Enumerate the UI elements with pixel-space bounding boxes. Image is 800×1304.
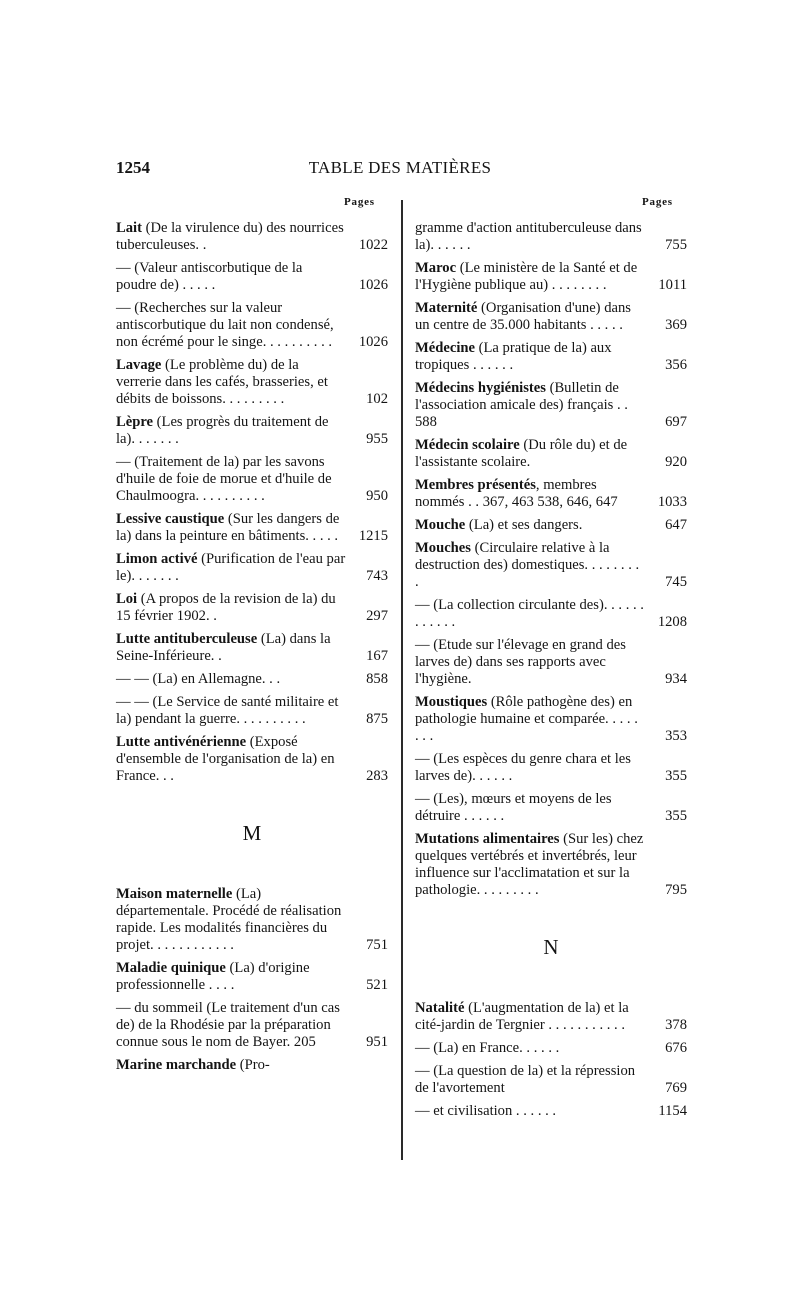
index-entry [116, 671, 388, 688]
entry-page-number: 647 [665, 517, 687, 533]
index-entry [415, 220, 687, 254]
entry-page-number: 920 [665, 454, 687, 470]
entry-text [415, 1000, 645, 1034]
entry-headword: Lait [116, 220, 142, 236]
entry-text [415, 1063, 645, 1097]
entry-text [116, 694, 346, 728]
entry-description: — (La question de la) et la répression de l'avortement [415, 1063, 636, 1096]
entry-description: — (Recherches sur la valeur antiscorbutique du lait non condensé, non écrémé pour le singe. . . . . . . . . . [116, 300, 334, 350]
entry-description: gramme d'action antituberculeuse dans la). . . . . . [415, 220, 642, 253]
index-entry [415, 597, 687, 631]
entry-description: (La) dans la Seine-Inférieure. . [116, 631, 331, 664]
entry-text [116, 1000, 346, 1051]
index-entry [415, 380, 687, 431]
entry-text [415, 694, 645, 745]
entry-description: (Rôle pathogène des) en pathologie humaine et comparée. . . . . . . . [415, 694, 638, 744]
entry-description: (Le ministère de la Santé et de l'Hygiène publique au) . . . . . . . . [415, 260, 638, 293]
entry-page-number: 755 [665, 237, 687, 253]
entry-headword: Lavage [116, 357, 162, 373]
entry-text [116, 631, 346, 665]
section-letter-n: N [543, 935, 559, 959]
entry-text [415, 791, 645, 825]
entries-l-section [116, 220, 388, 785]
index-entry [415, 1040, 687, 1057]
entry-description: (Organisation d'une) dans un centre de 35.000 habitants . . . . . [415, 300, 631, 333]
entry-text [415, 517, 645, 534]
entry-text [415, 477, 645, 511]
entry-text [415, 260, 645, 294]
entry-headword: Médecins hygiénistes [415, 380, 546, 396]
entry-headword: Mouches [415, 540, 471, 556]
index-entry [415, 637, 687, 688]
entry-headword: Membres présentés [415, 477, 536, 493]
entry-page-number: 1011 [658, 277, 687, 293]
entry-description: — (Valeur antiscorbutique de la poudre de) . . . . . [116, 260, 303, 293]
entry-text [415, 380, 645, 431]
entry-headword: Natalité [415, 1000, 465, 1016]
entry-page-number: 1026 [358, 334, 388, 350]
entry-headword: Mouche [415, 517, 466, 533]
entry-text [116, 357, 346, 408]
entry-page-number: 950 [366, 488, 388, 504]
column-divider [401, 200, 403, 1160]
entry-description: — — (Le Service de santé militaire et la) pendant la guerre. . . . . . . . . . [116, 694, 339, 727]
entry-text [116, 886, 346, 954]
entry-description: (De la virulence du) des nourrices tuberculeuses. . [116, 220, 344, 253]
entry-description: (L'augmentation de la) et la cité-jardin de Tergnier . . . . . . . . . . . [415, 1000, 629, 1033]
entry-page-number: 167 [366, 648, 388, 664]
entry-description: (La) départementale. Procédé de réalisation rapide. Les modalités financières du projet. . . . . . . . . . . . [116, 886, 342, 953]
entry-description: (La pratique de la) aux tropiques . . . . . . [415, 340, 612, 373]
index-entry [116, 414, 388, 448]
index-entry [415, 751, 687, 785]
entry-headword: Moustiques [415, 694, 488, 710]
index-entry [415, 831, 687, 899]
entry-description: , membres nommés . . 367, 463 538, 646, 647 [415, 477, 618, 510]
entry-headword: Maison maternelle [116, 886, 233, 902]
index-entry [116, 511, 388, 545]
page-number: 1254 [116, 158, 150, 177]
entries-m-section [116, 886, 388, 1074]
entry-page-number: 355 [665, 768, 687, 784]
index-entry [415, 477, 687, 511]
entry-description: — du sommeil (Le traitement d'un cas de) de la Rhodésie par la préparation connue sous le nom de Bayer. 205 [116, 1000, 340, 1050]
index-entry [415, 791, 687, 825]
index-entry [116, 454, 388, 505]
entry-description: (Circulaire relative à la destruction des) domestiques. . . . . . . . . [415, 540, 640, 590]
entry-page-number: 951 [366, 1034, 388, 1050]
entry-page-number: 955 [366, 431, 388, 447]
entry-page-number: 743 [366, 568, 388, 584]
index-entry [116, 960, 388, 994]
entry-headword: Limon activé [116, 551, 198, 567]
entry-text [116, 414, 346, 448]
entry-headword: Maroc [415, 260, 457, 276]
index-entry [116, 551, 388, 585]
entry-text [116, 300, 346, 351]
entry-page-number: 751 [366, 937, 388, 953]
entry-text [116, 220, 346, 254]
section-letter-m: M [242, 821, 262, 845]
index-entry [415, 1063, 687, 1097]
entry-page-number: 745 [665, 574, 687, 590]
entry-text [415, 597, 645, 631]
index-entry [415, 517, 687, 534]
index-entry [415, 1103, 687, 1120]
entry-headword: Maternité [415, 300, 478, 316]
entry-description: (A propos de la revision de la) du 15 février 1902. . [116, 591, 336, 624]
index-entry [415, 1000, 687, 1034]
entry-headword: Maladie quinique [116, 960, 226, 976]
pages-label-left: Pages [344, 196, 375, 208]
entry-text [415, 340, 645, 374]
index-entry [116, 631, 388, 665]
entry-page-number: 676 [665, 1040, 687, 1056]
entry-text [415, 437, 645, 471]
index-entry [116, 220, 388, 254]
entry-page-number: 378 [665, 1017, 687, 1033]
entry-text [116, 454, 346, 505]
entry-description: — (Les), mœurs et moyens de les détruire . . . . . . [415, 791, 612, 824]
entry-text [116, 671, 346, 688]
entry-text [116, 960, 346, 994]
entry-headword: Lèpre [116, 414, 154, 430]
entry-text [415, 300, 645, 334]
entry-page-number: 1033 [657, 494, 687, 510]
index-entry [116, 1000, 388, 1051]
pages-label-right: Pages [642, 196, 673, 208]
index-entry [116, 357, 388, 408]
entry-text [415, 751, 645, 785]
entries-m-continued [415, 220, 687, 899]
entry-text [116, 1057, 346, 1074]
index-entry [116, 591, 388, 625]
entry-headword: Lessive caustique [116, 511, 225, 527]
entry-page-number: 795 [665, 882, 687, 898]
entry-page-number: 1215 [358, 528, 388, 544]
entry-page-number: 521 [366, 977, 388, 993]
entry-description: (Purification de l'eau par le). . . . . . . [116, 551, 346, 584]
index-entry [415, 340, 687, 374]
entry-text [116, 511, 346, 545]
entry-page-number: 1154 [658, 1103, 687, 1119]
entry-headword: Marine marchande [116, 1057, 237, 1073]
index-entry [116, 694, 388, 728]
index-entry [415, 437, 687, 471]
entry-page-number: 297 [366, 608, 388, 624]
entry-page-number: 934 [665, 671, 687, 687]
entry-description: (Pro- [236, 1057, 270, 1073]
entry-text [116, 551, 346, 585]
entry-text [415, 637, 645, 688]
entry-headword: Mutations alimentaires [415, 831, 560, 847]
entry-description: (La) et ses dangers. [465, 517, 583, 533]
entry-description: (Exposé d'ensemble de l'organisation de la) en France. . . [116, 734, 335, 784]
entry-headword: Médecin scolaire [415, 437, 520, 453]
entry-headword: Lutte antivénérienne [116, 734, 247, 750]
entries-n-section [415, 1000, 687, 1120]
entry-page-number: 697 [665, 414, 687, 430]
entry-page-number: 356 [665, 357, 687, 373]
index-entry [116, 260, 388, 294]
entry-description: (Sur les) chez quelques vertébrés et invertébrés, leur influence sur l'acclimatation et sur la pathologie. . . . . . . . . [415, 831, 644, 898]
entry-description: — (Traitement de la) par les savons d'huile de foie de morue et d'huile de Chaulmoogra. . . . . . . . . . [116, 454, 332, 504]
entry-text [415, 540, 645, 591]
index-entry [116, 300, 388, 351]
entry-text [415, 1040, 645, 1057]
entry-headword: Lutte antituberculeuse [116, 631, 258, 647]
entry-description: — (La collection circulante des). . . . . . . . . . . . [415, 597, 644, 630]
running-title: TABLE DES MATIÈRES [308, 158, 492, 177]
entry-description: (Le problème du) de la verrerie dans les cafés, brasseries, et débits de boissons. . . . . . . . . [116, 357, 328, 407]
entry-headword: Loi [116, 591, 138, 607]
entry-description: — (Les espèces du genre chara et les larves de). . . . . . [415, 751, 631, 784]
entry-page-number: 875 [366, 711, 388, 727]
right-column [415, 220, 687, 1126]
entry-page-number: 1208 [657, 614, 687, 630]
index-entry [116, 886, 388, 954]
entry-page-number: 1022 [358, 237, 388, 253]
entry-page-number: 353 [665, 728, 687, 744]
entry-description: (Du rôle du) et de l'assistante scolaire. [415, 437, 628, 470]
entry-description: — et civilisation . . . . . . [415, 1103, 557, 1119]
entry-text [116, 591, 346, 625]
entry-description: (Sur les dangers de la) dans la peinture en bâtiments. . . . . [116, 511, 340, 544]
index-entry [415, 694, 687, 745]
entry-description: — — (La) en Allemagne. . . [116, 671, 281, 687]
left-column [116, 220, 388, 1080]
entry-description: — (La) en France. . . . . . [415, 1040, 560, 1056]
entry-page-number: 355 [665, 808, 687, 824]
entry-page-number: 369 [665, 317, 687, 333]
entry-headword: Médecine [415, 340, 475, 356]
index-entry [116, 734, 388, 785]
entry-text [116, 734, 346, 785]
index-entry [415, 300, 687, 334]
index-entry [415, 260, 687, 294]
entry-page-number: 102 [366, 391, 388, 407]
entry-description: — (Etude sur l'élevage en grand des larves de) dans ses rapports avec l'hygiène. [415, 637, 626, 687]
entry-text [116, 260, 346, 294]
entry-description: (Bulletin de l'association amicale des) français . . 588 [415, 380, 628, 430]
entry-page-number: 858 [366, 671, 388, 687]
entry-text [415, 220, 645, 254]
entry-description: (La) d'origine professionnelle . . . . [116, 960, 310, 993]
entry-text [415, 831, 645, 899]
entry-page-number: 283 [366, 768, 388, 784]
entry-page-number: 1026 [358, 277, 388, 293]
index-entry [415, 540, 687, 591]
index-entry [116, 1057, 388, 1074]
entry-text [415, 1103, 645, 1120]
entry-description: (Les progrès du traitement de la). . . . . . . [116, 414, 329, 447]
entry-page-number: 769 [665, 1080, 687, 1096]
